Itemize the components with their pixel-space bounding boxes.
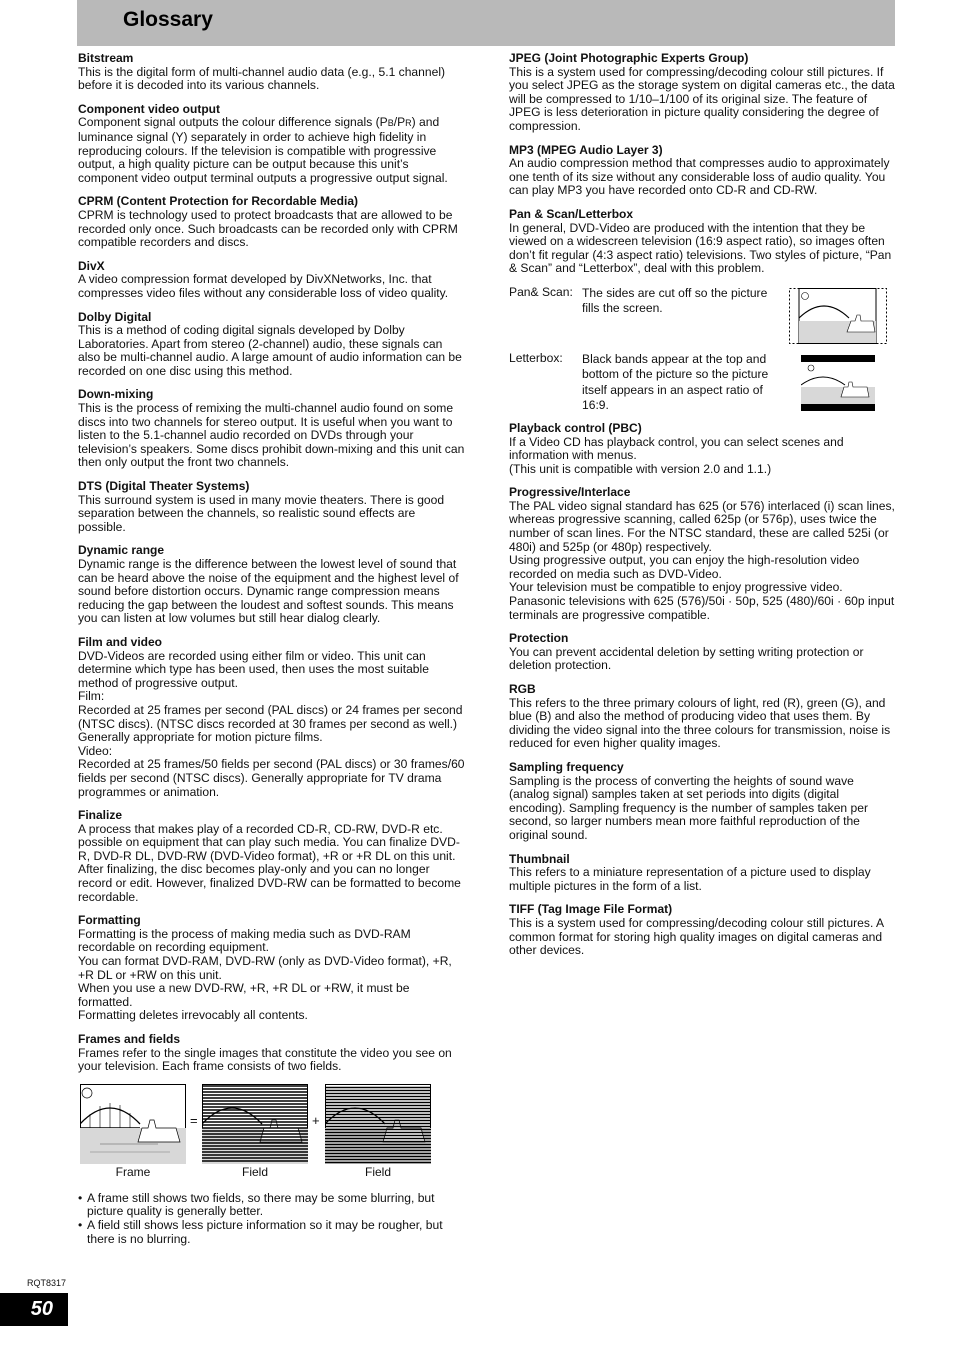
glossary-term: Down-mixing [78,387,154,402]
glossary-entry [509,903,895,957]
letterbox-row [509,352,895,422]
page-title: Glossary [123,8,213,31]
glossary-definition: Component signal outputs the colour difference signals (PB/PR) and luminance signal (Y) separately in order to achieve high fidelity in reproducing colours. If the television is compatible with progressive output, a high quality picture can be output because this unit’s component video output terminal outputs a progressive output signal. [78,115,448,185]
plus-sign: + [312,1112,320,1128]
glossary-term: Bitstream [78,51,134,65]
glossary-entry [78,914,466,1023]
glossary-definition: Frames refer to the single images that constitute the video you see on your television. Each frame consists of two fields. [78,1045,452,1074]
glossary-entry [509,422,895,476]
glossary-entry [509,632,895,673]
glossary-definition: You can format DVD-RAM, DVD-RW (only as DVD-Video format), +R, +R DL or +RW on this unit. [78,954,452,982]
letterbox-image [801,355,875,411]
glossary-entry [78,1033,466,1074]
right-entries-a [509,52,895,276]
left-entries [78,52,466,1074]
glossary-term: Thumbnail [509,851,570,866]
bullet-item: • A field still shows less picture information so it may be rougher, but there is no blurring. [78,1217,443,1246]
glossary-definition: This is a system used for compressing/decoding colour still pictures. A common format for storing high quality images on digital cameras and other devices. [509,915,884,958]
glossary-definition: Your television must be compatible to enjoy progressive video. [509,580,843,595]
glossary-entry [78,809,466,904]
glossary-definition: CPRM is technology used to protect broadcasts that are allowed to be recorded only once. Such broadcasts can be recorded only with CPRM compatible recorders and discs. [78,207,458,250]
glossary-definition: This surround system is used in many movie theaters. There is good separation between the channels, so realistic sound effects are possible. [78,492,445,534]
right-entries-b [509,422,895,958]
bullet-item: • A frame still shows two fields, so there may be some blurring, but picture quality is generally better. [78,1190,435,1219]
frame-image [80,1084,186,1164]
glossary-term: Dolby Digital [78,309,152,324]
glossary-definition: If a Video CD has playback control, you can select scenes and information with menus. [509,434,844,463]
glossary-definition: Panasonic televisions with 625 (576)/50i · 50p, 525 (480)/60i · 60p input terminals are progressive compatible. [509,594,895,622]
glossary-definition: Sampling is the process of converting the heights of sound wave (analog signal) samples taken at set periods into digits (digital encoding). Sampling frequency is the number of samples taken per second, so larger numbers mean more faithful reproduction of the original sound. [509,773,868,842]
glossary-term: Finalize [78,808,123,823]
glossary-term: Formatting [78,913,141,928]
glossary-definition: This is a system used for compressing/decoding colour still pictures. If you select JPEG as the storage system on digital cameras etc., the data will be compressed to 1/10–1/100 of its original size. The feature of JPEG is less deterioration in picture quality considering the degree of compression. [509,64,895,133]
glossary-term: Film and video [78,634,163,649]
glossary-definition: Recorded at 25 frames per second (PAL discs) or 24 frames per second (NTSC discs). (NTSC discs recorded at 30 frames per second as well.) Generally appropriate for motion picture films. [78,702,463,745]
glossary-term: JPEG (Joint Photographic Experts Group) [509,51,749,65]
glossary-entry [509,761,895,843]
glossary-term: Component video output [78,101,220,116]
glossary-term: CPRM (Content Protection for Recordable Media) [78,194,359,209]
panscan-row [509,286,895,352]
glossary-term: Frames and fields [78,1032,181,1046]
equals-sign: = [190,1112,198,1128]
field-caption-1: Field [241,1164,268,1179]
panscan-label: Pan& Scan: [509,284,573,299]
glossary-term: MP3 (MPEG Audio Layer 3) [509,142,663,157]
glossary-definition: A video compression format developed by DivXNetworks, Inc. that compresses video files without any considerable loss of video quality. [78,272,449,300]
glossary-term: Playback control (PBC) [509,420,642,435]
glossary-entry [509,208,895,276]
field-image-1 [202,1084,308,1164]
glossary-entry [509,486,895,622]
glossary-entry [78,311,466,379]
glossary-entry [78,388,466,470]
glossary-definition: This is a method of coding digital signals developed by Dolby Laboratories. Apart from stereo (2-channel) audio, these signals can also be multi-channel audio. A large amount of audio information can be recorded on one disc using this method. [78,323,462,378]
glossary-term: TIFF (Tag Image File Format) [509,902,673,917]
glossary-entry [78,544,466,626]
frame-caption: Frame [115,1164,151,1179]
glossary-entry [78,260,466,301]
glossary-entry [78,52,466,93]
glossary-term: Dynamic range [78,543,165,558]
letterbox-label: Letterbox: [509,350,563,365]
frames-illustration [78,1084,466,1192]
glossary-entry [509,52,895,134]
frames-bullets [78,1192,466,1246]
glossary-definition: An audio compression method that compresses audio to approximately one tenth of its size without any considerable loss of audio quality. You can play MP3 you have recorded onto CD-R and CD-RW. [509,156,890,198]
glossary-entry [78,103,466,186]
glossary-definition: You can prevent accidental deletion by setting writing protection or deletion protection. [509,644,864,673]
glossary-definition: Dynamic range is the difference between the lowest level of sound that can be heard above the noise of the equipment and the highest level of sound before distortion occurs. Dynamic range compression means reducing the gap between the loudest and softest sounds. This means you can listen at low volumes but still hear dialog clearly. [78,557,459,626]
left-column [78,52,466,1246]
glossary-entry [509,853,895,894]
page-header [77,0,895,46]
glossary-definition: The PAL video signal standard has 625 (or 576) interlaced (i) scan lines, whereas progressive scanning, called 625p (or 576p), uses twice the number of scan lines. For the NTSC standard, these are called 525i (or 480i) and 525p (or 480p) respectively. [509,498,895,554]
glossary-definition: Recorded at 25 frames/50 fields per second (PAL discs) or 30 frames/60 fields per second (NTSC discs). Generally appropriate for TV drama programmes or animation. [78,757,465,799]
glossary-definition: A process that makes play of a recorded CD-R, CD-RW, DVD-R etc. possible on equipment that can play such media. You can finalize DVD-R, DVD-R DL, DVD-RW (DVD-Video format), +R or +R DL on this unit. [78,821,460,863]
glossary-definition: DVD-Videos are recorded using either film or video. This unit can determine which type has been used, then uses the most suitable method of progressive output. [78,648,429,690]
glossary-definition: This refers to a miniature representation of a picture used to display multiple pictures in the form of a list. [509,865,871,893]
letterbox-text: Black bands appear at the top and bottom of the picture so the picture itself appears in an aspect ratio of 16:9. [582,351,769,413]
glossary-definition: When you use a new DVD-RW, +R, +R DL or +RW, it must be formatted. [78,981,410,1009]
glossary-definition: Using progressive output, you can enjoy the high-resolution video recorded on media such as DVD-Video. [509,553,860,581]
glossary-term: DTS (Digital Theater Systems) [78,479,250,494]
glossary-term: Sampling frequency [509,759,624,774]
glossary-entry [509,683,895,751]
panscan-text: The sides are cut off so the picture fills the screen. [582,285,768,316]
right-column [509,52,895,968]
glossary-definition: Formatting deletes irrevocably all contents. [78,1008,308,1023]
glossary-term: Progressive/Interlace [509,485,631,500]
glossary-definition: This refers to the three primary colours of light, red (R), green (G), and blue (B) and also the method of producing video that uses them. By dividing the video signal into the three colours for transmission, noise is reduced for even higher quality images. [509,695,891,751]
glossary-term: Protection [509,631,569,646]
field-caption-2: Field [364,1164,391,1179]
glossary-entry [509,144,895,198]
glossary-definition: This is the process of remixing the multi-channel audio found on some discs into two channels for stereo output. It is useful when you want to listen to the 5.1-channel audio recorded on DVDs through your television’s speakers. Some discs prohibit down-mixing and this unit can then only output the front two channels. [78,401,465,470]
glossary-entry [78,480,466,534]
glossary-entry [78,195,466,249]
glossary-definition: Formatting is the process of making media such as DVD-RAM recordable on recording equipment. [78,926,411,955]
glossary-term: DivX [78,258,105,273]
glossary-definition: After finalizing, the disc becomes play-only and you can no longer record or edit. However, finalized DVD-RW can be formatted to become recordable. [78,862,461,904]
glossary-definition: Video: [78,743,113,758]
glossary-definition: In general, DVD-Video are produced with the intention that they be viewed on a widescreen television (16:9 aspect ratio), so images often don’t fit regular (4:3 aspect ratio) televisions. Two styles of picture, “Pan & Scan” and “Letterbox”, deal with this problem. [509,220,892,276]
glossary-entry [78,636,466,799]
page-number: 50 [0,1293,68,1326]
document-id: RQT8317 [27,1278,67,1288]
glossary-definition: (This unit is compatible with version 2.0 and 1.1.) [509,461,772,476]
glossary-term: RGB [509,682,536,696]
glossary-definition: Film: [78,689,105,704]
field-image-2 [325,1084,431,1164]
glossary-definition: This is the digital form of multi-channel audio data (e.g., 5.1 channel) before it is decoded into its various channels. [78,64,446,93]
panscan-image [789,288,887,344]
glossary-term: Pan & Scan/Letterbox [509,206,634,221]
